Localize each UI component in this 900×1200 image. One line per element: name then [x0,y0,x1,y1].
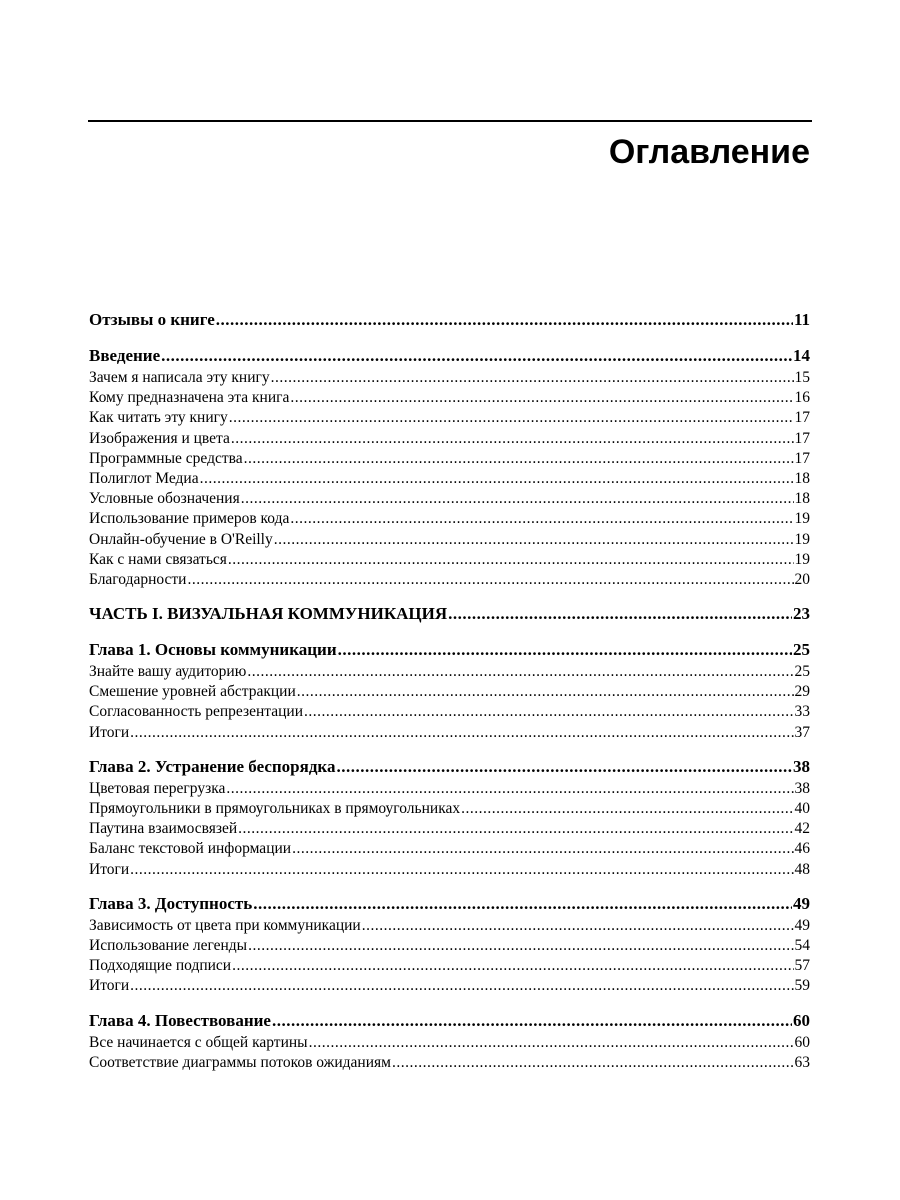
toc-entry-title: Подходящие подписи [89,957,232,975]
dot-leader [241,489,794,509]
dot-leader [304,702,794,722]
toc-entry-title: Использование примеров кода [89,510,290,528]
dot-leader [309,1033,794,1053]
toc-page-number: 37 [794,723,810,741]
toc-entry[interactable] [89,860,810,880]
toc-entry[interactable] [89,936,810,956]
toc-heading-entry[interactable] [89,1009,810,1033]
toc-entry-title: Смешение уровней абстракции [89,683,296,701]
toc-page-number: 40 [794,800,810,817]
dot-leader [248,936,793,956]
toc-page-number: 63 [794,1053,810,1071]
toc-group [89,892,810,997]
toc-page-number: 25 [793,640,810,660]
toc-heading-entry[interactable] [89,308,810,332]
dot-leader [274,530,794,550]
toc-group [89,1009,810,1073]
toc-entry-title: Отзывы о книге [89,310,215,329]
toc-entry[interactable] [89,550,810,570]
dot-leader [247,662,793,682]
toc-page-number: 33 [794,703,810,721]
page-title: Оглавление [608,133,810,171]
toc-entry[interactable] [89,408,810,428]
dot-leader [161,344,792,368]
dot-leader [229,408,794,428]
toc-heading-entry[interactable] [89,755,810,779]
dot-leader [290,509,793,529]
dot-leader [362,916,794,936]
dot-leader [200,469,794,489]
toc-page-number: 38 [793,756,810,776]
toc-entry[interactable] [89,662,810,682]
toc-page-number: 42 [794,820,810,838]
toc-page-number: 19 [794,530,810,548]
toc-page-number: 17 [794,449,810,467]
dot-leader [232,956,793,976]
toc-entry-title: Использование легенды [89,936,248,954]
toc-page-number: 29 [794,683,810,701]
dot-leader [297,682,794,702]
toc-page-number: 57 [794,957,810,975]
dot-leader [290,388,793,408]
toc-entry[interactable] [89,839,810,859]
toc-page-number: 49 [793,893,810,913]
toc-entry-title: Глава 2. Устранение беспорядка [89,756,336,776]
dot-leader [216,308,793,332]
toc-entry-title: Итоги [89,723,130,741]
dot-leader [231,429,794,449]
toc-entry-title: Соответствие диаграммы потоков ожиданиям [89,1053,391,1071]
dot-leader [130,860,793,880]
top-rule [88,120,812,122]
toc-entry[interactable] [89,388,810,408]
dot-leader [253,892,792,916]
dot-leader [336,755,792,779]
dot-leader [338,638,792,662]
toc-entry-title: Как с нами связаться [89,550,227,568]
toc-entry-title: Введение [89,346,161,365]
dot-leader [226,779,793,799]
toc-page-number: 59 [794,977,810,995]
toc-entry[interactable] [89,956,810,976]
toc-page-number: 54 [794,936,810,954]
toc-heading-entry[interactable] [89,602,810,626]
toc-entry-title: ЧАСТЬ I. ВИЗУАЛЬНАЯ КОММУНИКАЦИЯ [89,604,448,624]
toc-entry-title: Зачем я написала эту книгу [89,369,270,386]
toc-entry-title: Зависимость от цвета при коммуникации [89,916,361,934]
dot-leader [130,723,793,743]
toc-group [89,344,810,590]
toc-entry-title: Полиглот Медиа [89,469,199,487]
toc-entry[interactable] [89,976,810,996]
toc-group [89,602,810,626]
toc-entry-title: Условные обозначения [89,490,240,508]
toc-entry-title: Глава 3. Доступность [89,893,253,913]
toc-entry[interactable] [89,702,810,722]
toc-page-number: 25 [794,663,810,681]
toc-entry-title: Знайте вашу аудиторию [89,663,247,681]
toc-group [89,755,810,880]
toc-page-number: 38 [794,779,810,797]
toc-page-number: 48 [794,860,810,878]
dot-leader [392,1053,794,1073]
toc-entry-title: Программные средства [89,449,243,467]
toc-entry[interactable] [89,429,810,449]
toc-entry-title: Кому предназначена эта книга [89,389,290,407]
toc-page-number: 46 [794,840,810,858]
toc-entry-title: Глава 1. Основы коммуникации [89,640,337,660]
toc-entry-title: Благодарности [89,570,187,588]
toc-page-number: 18 [794,469,810,487]
dot-leader [244,449,794,469]
toc-group [89,308,810,332]
toc-page-number: 19 [794,510,810,528]
toc-page-number: 11 [793,310,810,329]
toc-entry-title: Итоги [89,977,130,995]
toc-entry-title: Паутина взаимосвязей [89,820,238,838]
toc-entry[interactable] [89,489,810,509]
dot-leader [448,602,792,626]
toc-heading-entry[interactable] [89,892,810,916]
toc-entry[interactable] [89,530,810,550]
toc-entry[interactable] [89,799,810,819]
toc-page-number: 18 [794,490,810,508]
toc-page-number: 17 [794,429,810,447]
toc-page-number: 17 [794,409,810,427]
dot-leader [272,1009,792,1033]
toc-entry-title: Изображения и цвета [89,429,230,447]
dot-leader [228,550,794,570]
toc-page-number: 16 [794,389,810,407]
toc-entry-title: Цветовая перегрузка [89,779,226,797]
toc-group [89,638,810,743]
toc-entry[interactable] [89,570,810,590]
toc-entry-title: Баланс текстовой информации [89,840,292,858]
toc-entry-title: Итоги [89,860,130,878]
toc-heading-entry[interactable] [89,344,810,368]
dot-leader [130,976,793,996]
dot-leader [292,839,793,859]
toc-entry[interactable] [89,469,810,489]
toc-entry[interactable] [89,819,810,839]
toc-entry[interactable] [89,779,810,799]
toc-page-number: 19 [794,550,810,568]
toc-page-number: 20 [794,570,810,588]
toc-entry-title: Как читать эту книгу [89,409,228,427]
toc-page-number: 14 [793,346,810,365]
dot-leader [238,819,793,839]
toc-page-number: 60 [794,1033,810,1051]
toc-page-number: 49 [794,916,810,934]
toc-entry[interactable] [89,368,810,388]
toc-entry-title: Все начинается с общей картины [89,1033,308,1051]
toc-page-number: 60 [793,1010,810,1030]
toc-entry-title: Согласованность репрезентации [89,703,303,721]
toc-entry[interactable] [89,509,810,529]
toc-entry-title: Прямоугольники в прямоугольниках в прямоугольниках [89,800,461,817]
dot-leader [271,368,794,388]
toc-entry-title: Глава 4. Повествование [89,1010,271,1030]
toc-entry-title: Онлайн-обучение в O'Reilly [89,530,273,548]
table-of-contents [89,308,810,1085]
dot-leader [461,799,793,819]
toc-page-number: 23 [793,604,810,624]
toc-entry[interactable] [89,916,810,936]
toc-entry[interactable] [89,1053,810,1073]
toc-entry[interactable] [89,1033,810,1053]
dot-leader [187,570,793,590]
toc-entry[interactable] [89,449,810,469]
toc-heading-entry[interactable] [89,638,810,662]
toc-page-number: 15 [794,369,810,386]
toc-entry[interactable] [89,723,810,743]
toc-entry[interactable] [89,682,810,702]
